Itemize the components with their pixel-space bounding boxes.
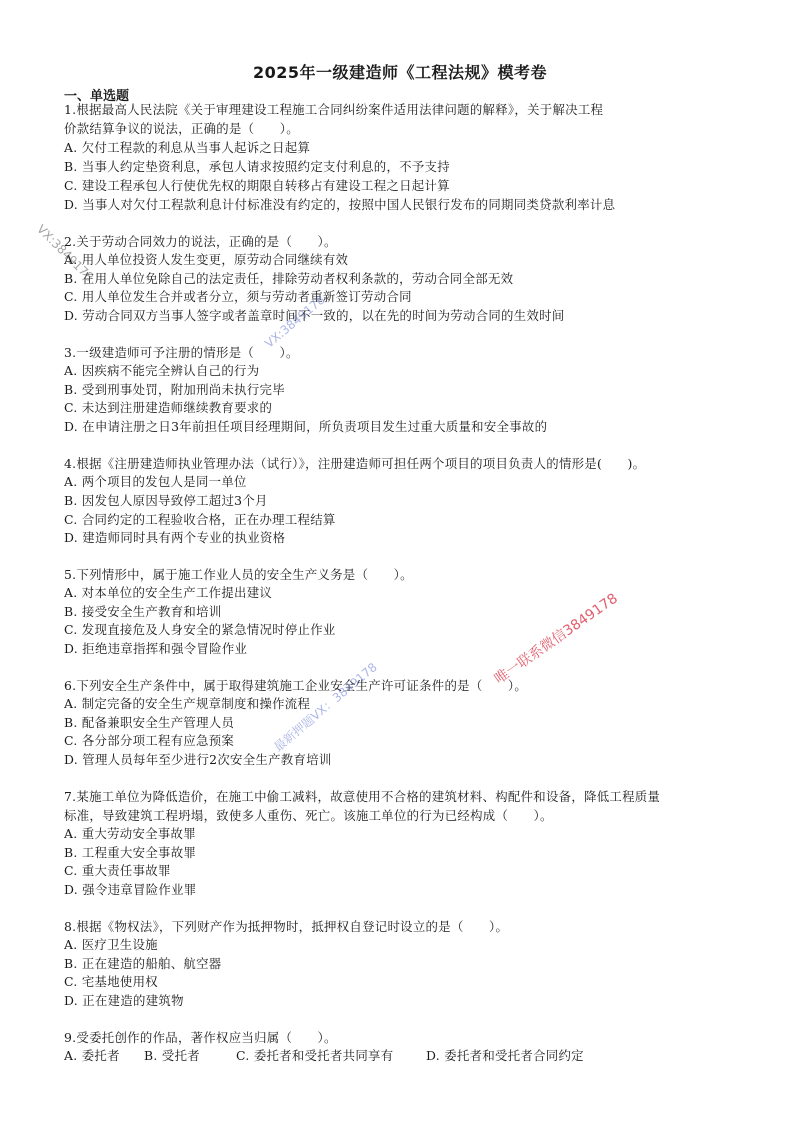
question-4-stem: 4.根据《注册建造师执业管理办法（试行）》，注册建造师可担任两个项目的项目负责人的情形是( )。 (64, 456, 646, 471)
question-7-stem-line-1: 7.某施工单位为降低造价，在施工中偷工减料，故意使用不合格的建筑材料、构配件和设备，降低工程质量 (64, 789, 661, 804)
question-7-option-c: C. 重大责任事故罪 (64, 863, 171, 878)
question-9-options (64, 1048, 584, 1064)
question-5-option-c: C. 发现直接危及人身安全的紧急情况时停止作业 (64, 622, 336, 637)
question-8-option-d: D. 正在建造的建筑物 (64, 993, 184, 1008)
question-4-option-d: D. 建造师同时具有两个专业的执业资格 (64, 530, 286, 545)
watermark-center: VX:3849178 (262, 292, 328, 351)
question-5-stem: 5.下列情形中，属于施工作业人员的安全生产义务是（ ）。 (64, 567, 413, 582)
question-2-option-c: C. 用人单位发生合并或者分立，须与劳动者重新签订劳动合同 (64, 289, 412, 304)
question-6-option-a: A. 制定完备的安全生产规章制度和操作流程 (64, 696, 311, 711)
question-6-option-c: C. 各分部分项工程有应急预案 (64, 733, 235, 748)
question-5-option-b: B. 接受安全生产教育和培训 (64, 604, 222, 619)
question-2-option-d: D. 劳动合同双方当事人签字或者盖章时间不一致的，以在先的时间为劳动合同的生效时间 (64, 308, 565, 323)
question-5-option-d: D. 拒绝违章指挥和强令冒险作业 (64, 641, 248, 656)
question-6-option-d: D. 管理人员每年至少进行2次安全生产教育培训 (64, 752, 332, 767)
question-7-option-d: D. 强令违章冒险作业罪 (64, 882, 197, 897)
question-4-option-c: C. 合同约定的工程验收合格，正在办理工程结算 (64, 512, 336, 527)
question-1-option-b: B. 当事人约定垫资利息，承包人请求按照约定支付利息的，不予支持 (64, 159, 450, 174)
question-3-option-c: C. 未达到注册建造师继续教育要求的 (64, 400, 273, 415)
question-4-option-a: A. 两个项目的发包人是同一单位 (64, 474, 247, 489)
question-9-option-a: A. 委托者 (64, 1048, 120, 1063)
question-8-option-a: A. 医疗卫生设施 (64, 937, 158, 952)
question-2-option-b: B. 在用人单位免除自己的法定责任，排除劳动者权利条款的，劳动合同全部无效 (64, 271, 514, 286)
question-1-option-d: D. 当事人对欠付工程款利息计付标准没有约定的，按照中国人民银行发布的同期同类贷款利率计息 (64, 197, 616, 212)
question-8-option-b: B. 正在建造的船舶、航空器 (64, 956, 222, 971)
question-1-option-c: C. 建设工程承包人行使优先权的期限自转移占有建设工程之日起计算 (64, 178, 450, 193)
question-1-option-a: A. 欠付工程款的利息从当事人起诉之日起算 (64, 140, 311, 155)
question-7-stem-line-2: 标准，导致建筑工程坍塌，致使多人重伤、死亡。该施工单位的行为已经构成（ ）。 (64, 808, 553, 823)
question-9-option-b: B. 受托者 (144, 1048, 200, 1063)
question-4-option-b: B. 因发包人原因导致停工超过3个月 (64, 493, 268, 508)
watermark-left: VX:3849178 (34, 222, 97, 285)
question-3-option-b: B. 受到刑事处罚，附加刑尚未执行完毕 (64, 382, 285, 397)
question-6-stem: 6.下列安全生产条件中，属于取得建筑施工企业安全生产许可证条件的是（ ）。 (64, 678, 528, 693)
question-2-option-a: A. 用人单位投资人发生变更，原劳动合同继续有效 (64, 252, 349, 267)
question-7-option-b: B. 工程重大安全事故罪 (64, 845, 197, 860)
question-6-option-b: B. 配备兼职安全生产管理人员 (64, 715, 235, 730)
question-8-stem: 8.根据《物权法》，下列财产作为抵押物时，抵押权自登记时设立的是（ ）。 (64, 919, 509, 934)
question-9-option-c: C. 委托者和受托者共同享有 (236, 1048, 394, 1063)
question-9-stem: 9.受委托创作的作品，著作权应当归属（ ）。 (64, 1030, 337, 1045)
question-7-option-a: A. 重大劳动安全事故罪 (64, 826, 196, 841)
question-3-option-a: A. 因疾病不能完全辨认自己的行为 (64, 363, 260, 378)
watermark-right: 唯一联系微信3849178 (491, 590, 621, 688)
question-8-option-c: C. 宅基地使用权 (64, 974, 158, 989)
question-9-option-d: D. 委托者和受托者合同约定 (426, 1048, 584, 1063)
question-3-stem: 3.一级建造师可予注册的情形是（ ）。 (64, 345, 299, 360)
section-heading: 一、单选题 (64, 89, 130, 104)
question-5-option-a: A. 对本单位的安全生产工作提出建议 (64, 585, 273, 600)
question-1-stem-line-1: 1.根据最高人民法院《关于审理建设工程施工合同纠纷案件适用法律问题的解释》，关于解决工程 (64, 102, 604, 117)
question-2-stem: 2.关于劳动合同效力的说法，正确的是（ ）。 (64, 234, 337, 249)
watermark-middle: 最新押题VX：3849178 (271, 660, 380, 755)
question-3-option-d: D. 在申请注册之日3年前担任项目经理期间，所负责项目发生过重大质量和安全事故的 (64, 419, 548, 434)
question-1-stem-line-2: 价款结算争议的说法，正确的是（ ）。 (64, 121, 299, 136)
page-title: 2025年一级建造师《工程法规》模考卷 (252, 63, 548, 82)
